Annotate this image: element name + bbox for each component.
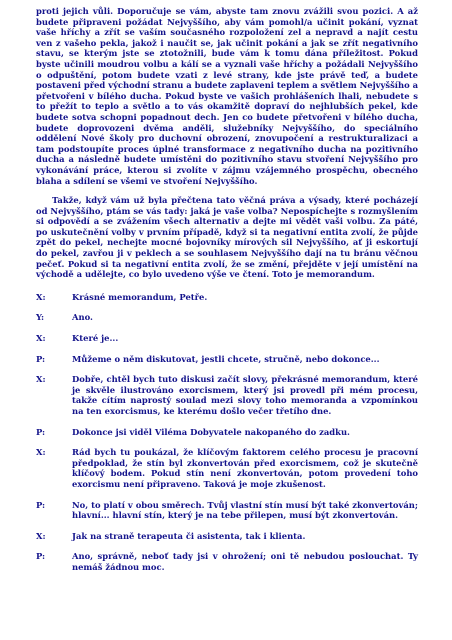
dialogue-line bbox=[36, 500, 418, 521]
dialogue-line bbox=[36, 447, 418, 489]
speaker-label: X: bbox=[36, 333, 46, 344]
dialogue-line bbox=[36, 292, 418, 303]
speech-text: Ano. bbox=[72, 312, 93, 323]
speaker-label: X: bbox=[36, 291, 46, 302]
body-paragraph: Takže, když vám už byla přečtena tato věčná práva a výsady, které pocházejí od Nejvyššího, ptám se vás tady: jaká je vaše volba? Nepospíchejte s rozmyšlením si odpovědí a se zvážením všech alternativ a dejte mi vědět vaši volbu. Za páté, po uskutečnění volby v prvním případě, když si ta negativní entita zvolí, že půjde zpět do pekel, nechejte mocné bojovníky mírových sil Nejvyššího, ať ji eskortují do pekel, zavřou ji v peklech a se souhlasem Nejvyššího dají na tu bránu věčnou pečeť. Pokud si ta negativní entita zvolí, že se změní, přejděte v její umístění na východě a udělejte, co bylo uvedeno výše ve čtení. Toto je memorandum. bbox=[36, 195, 418, 280]
speech-text: Dobře, chtěl bych tuto diskusi začít slovy, překrásné memorandum, které je skvěle ilustrováno exorcismem, který jsi provedl při mém procesu, takže cítím naprostý soulad mezi slovy toho memoranda a vzpomínkou na ten exorcismus, ke kterému došlo večer třetího dne. bbox=[72, 374, 418, 416]
dialogue bbox=[36, 292, 418, 573]
speech-text: Rád bych tu poukázal, že klíčovým faktorem celého procesu je pracovní předpoklad, že stín byl zkonvertován před exorcismem, což je skutečně klíčový bodem. Pokud stín není zkonvertován, potom provedení toho exorcismu není připraveno. Taková je moje zkušenost. bbox=[72, 447, 418, 489]
dialogue-line bbox=[36, 333, 418, 344]
speaker-label: X: bbox=[36, 530, 46, 541]
speech-text: Můžeme o něm diskutovat, jestli chcete, stručně, nebo dokonce... bbox=[72, 353, 380, 364]
speaker-label: X: bbox=[36, 374, 46, 385]
speech-text: Ano, správně, neboť tady jsi v ohrožení; oni tě nebudou poslouchat. Ty nemáš žádnou moc. bbox=[72, 551, 418, 572]
speech-text: Jak na straně terapeuta či asistenta, tak i klienta. bbox=[72, 530, 306, 541]
body-paragraph: proti jejich vůli. Doporučuje se vám, abyste tam znovu zvážili svou pozici. A až budete připraveni požádat Nejvyššího, aby vám pomohl/a učinit pokání, vyznat vaše hříchy a zřít se vaším současného rozpoložení zel a nepravd a najít cestu ven z vašeho pekla, jakož i naučit se, jak učinit pokání a jak se zřít negativního stavu, se kterým jste se ztotožnili, bude vám k tomu dána příležitost. Pokud byste učinili moudrou volbu a kálí se a vyznali vaše hříchy a požádali Nejvyššího o odpuštění, potom budete vzati z levé strany, kde jste právě teď, a budete postaveni před východní stranu a budete zaplaveni teplem a světlem Nejvyššího a přetvořeni v bílého ducha. Pokud byste ve vašich prohlášeních lhali, nebudete s to přežít to teplo a světlo a to vás okamžitě dopraví do nejhlubších pekel, kde budete sotva schopni popadnout dech. Jen co budete přetvořeni v bílého ducha, budete doprovozeni dvěma anděli, služebníky Nejvyššího, do speciálního oddělení Nové školy pro duchovní obrození, znovupočení a restrukturalizaci a tam podstoupíte proces úplné transformace z negativního ducha na pozitivního ducha a následně budete umístěni do pozitivního stavu stvoření Nejvyššího pro vykonávání práce, kterou si zvolíte v zájmu vzájemného prospěchu, obecného blaha a sdílení se všemi ve stvoření Nejvyššího. bbox=[36, 6, 419, 186]
speech-text: No, to platí v obou směrech. Tvůj vlastní stín musí být také zkonvertován; hlavní... hlavní stín, který je na tebe přilepen, musí být zkonvertován. bbox=[72, 499, 418, 521]
dialogue-line bbox=[36, 312, 418, 323]
speaker-label: P: bbox=[36, 551, 46, 562]
dialogue-line bbox=[36, 427, 418, 438]
speaker-label: X: bbox=[36, 447, 46, 458]
dialogue-line bbox=[36, 374, 418, 416]
dialogue-line bbox=[36, 531, 418, 542]
dialogue-line bbox=[36, 354, 418, 365]
speaker-label: Y: bbox=[36, 312, 45, 323]
speaker-label: P: bbox=[36, 499, 46, 510]
speaker-label: P: bbox=[36, 426, 46, 437]
dialogue-line bbox=[36, 551, 418, 572]
speech-text: Krásné memorandum, Petře. bbox=[72, 291, 208, 302]
speaker-label: P: bbox=[36, 353, 46, 364]
speech-text: Dokonce jsi viděl Viléma Dobyvatele nakopaného do zadku. bbox=[72, 426, 350, 437]
speech-text: Které je... bbox=[72, 333, 119, 344]
